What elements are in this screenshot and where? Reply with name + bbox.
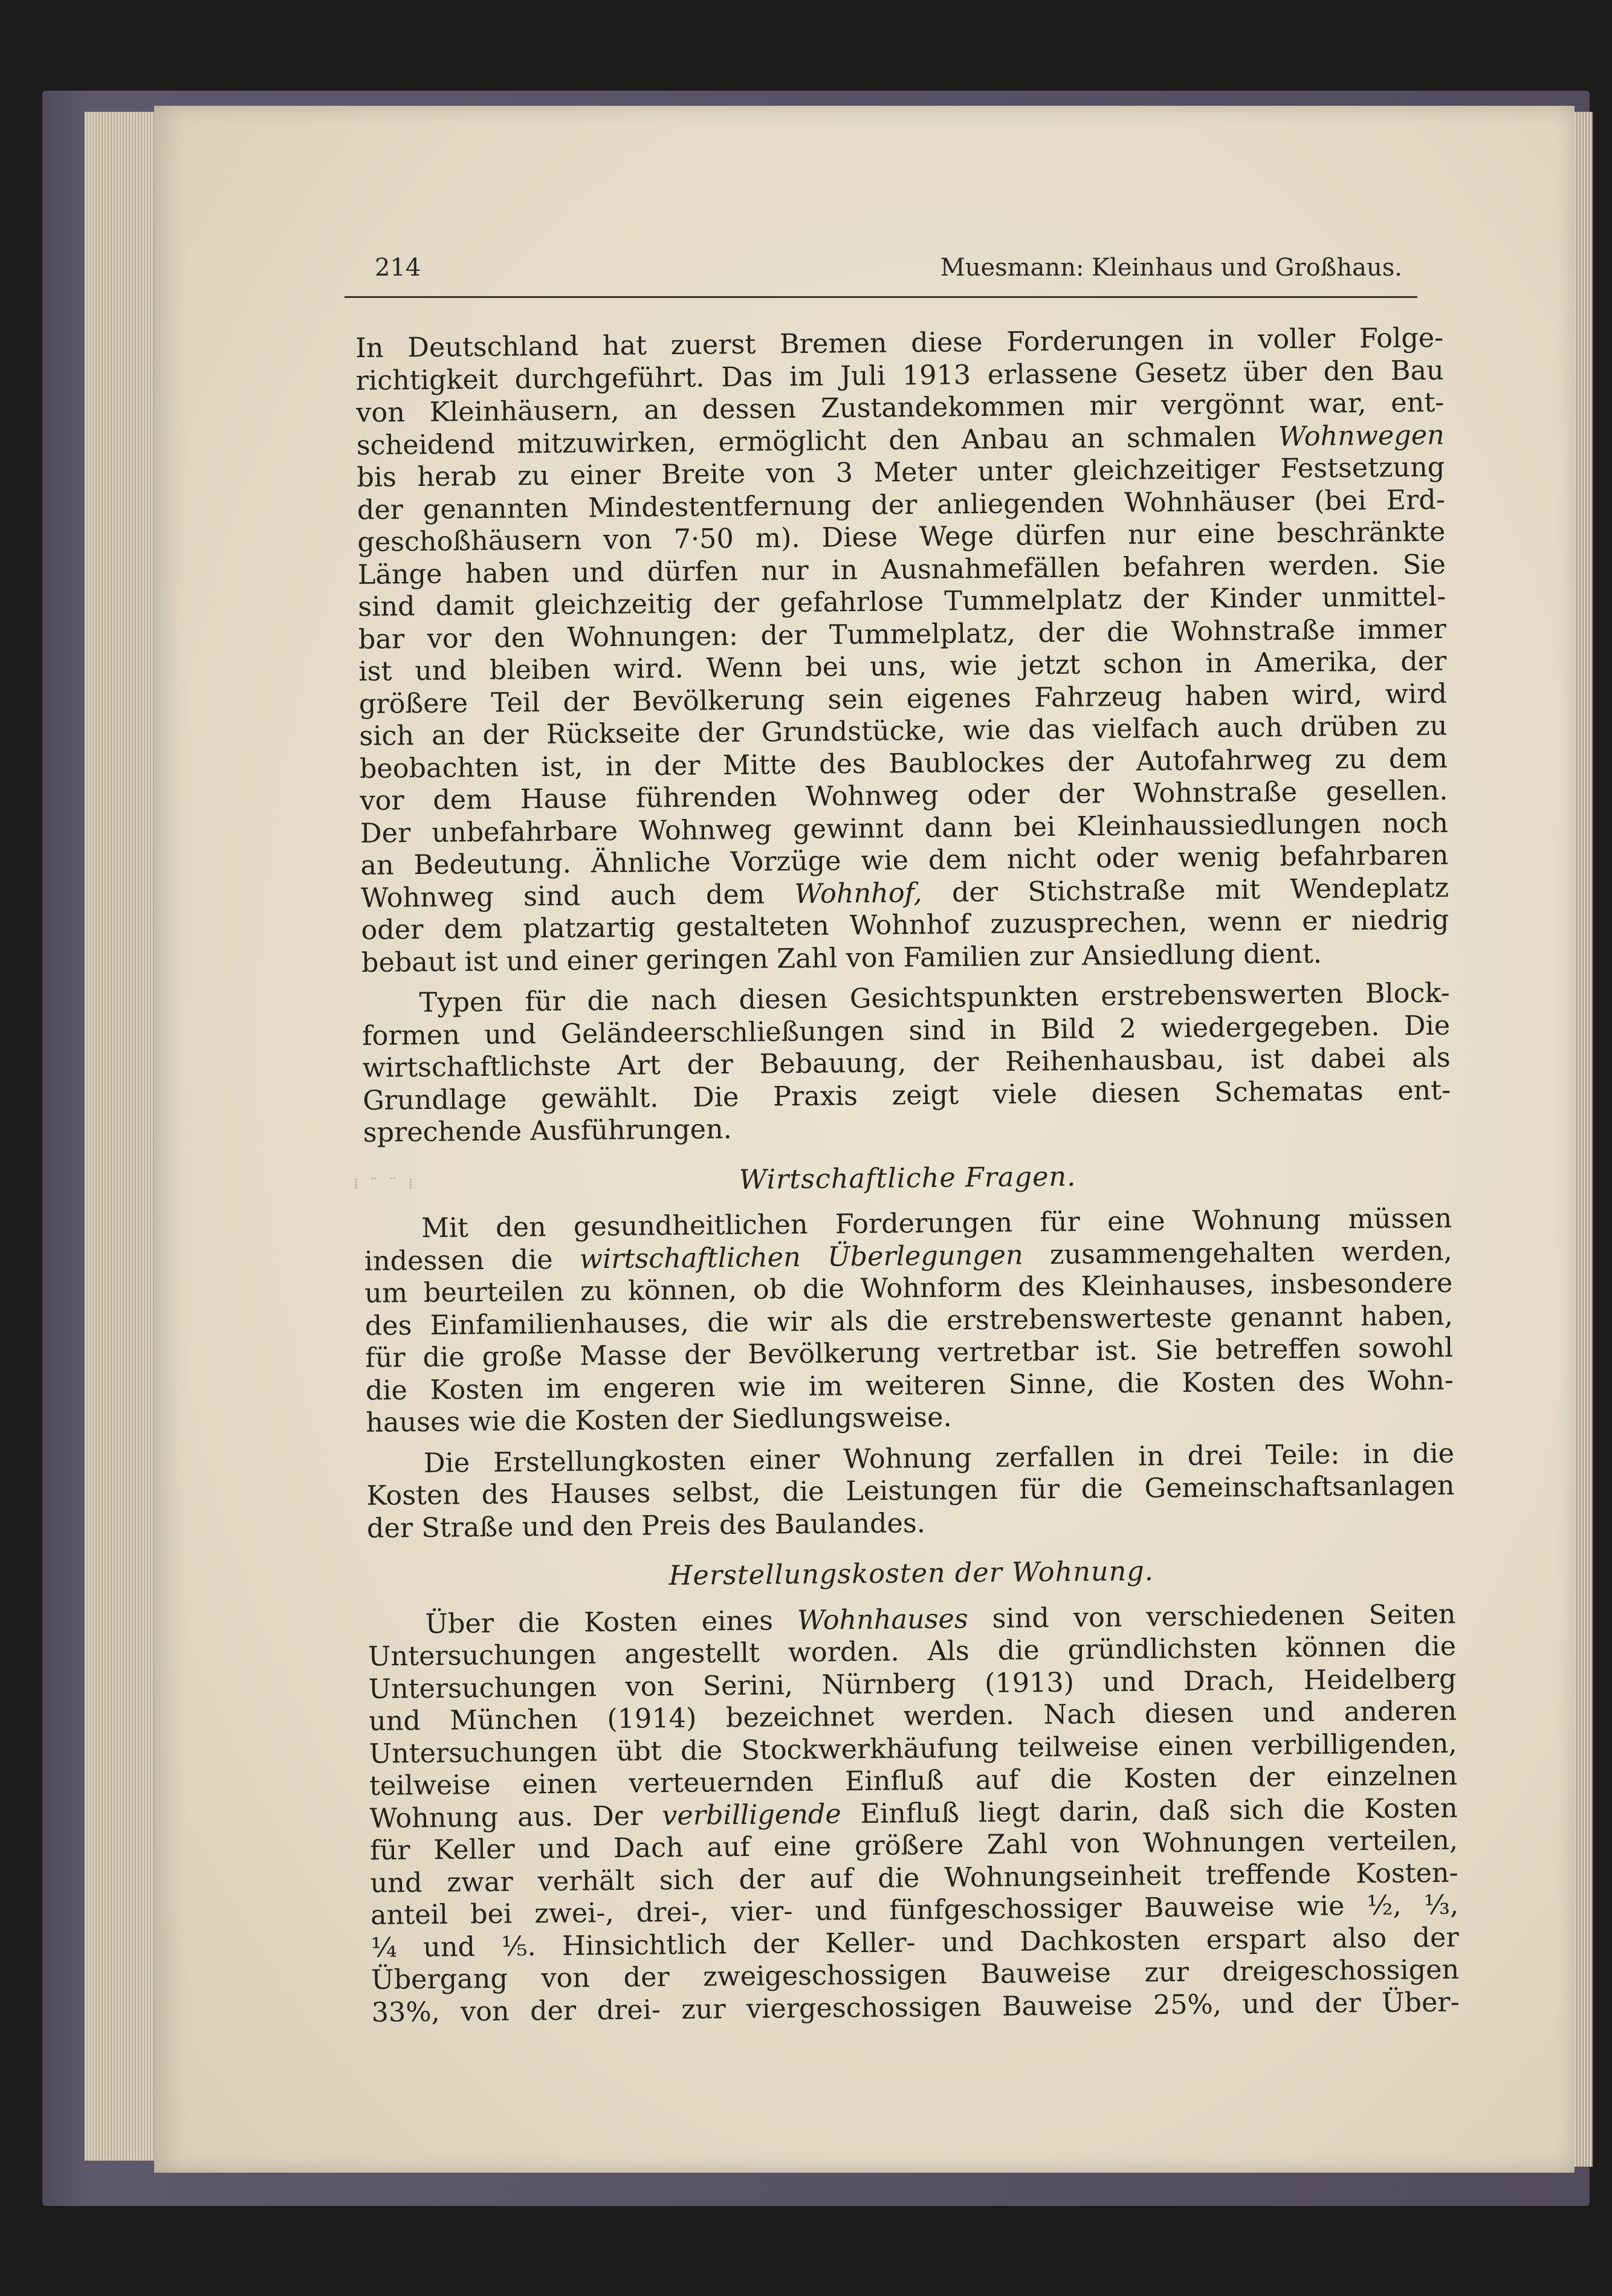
text-line: vor dem Hause führenden Wohnweg oder der Wohnstraße gesellen. (360, 775, 1448, 817)
text-line: bebaut ist und einer geringen Zahl von Familien zur Ansiedlung dient. (361, 938, 1322, 978)
text-line: Mit den gesundheitlichen Forderungen für eine Wohnung müssen (421, 1203, 1452, 1244)
text-line: Kosten des Hauses selbst, die Leistungen für die Gemeinschaftsanlagen (366, 1470, 1455, 1512)
text-line: ¼ und ⅕. Hinsichtlich der Keller- und Dachkosten erspart also der (371, 1922, 1459, 1964)
text-span: scheidend mitzuwirken, ermöglicht den Anbau an schmalen (356, 421, 1279, 461)
text-line: sind damit gleichzeitig der gefahrlose Tummelplatz der Kinder unmittel- (358, 581, 1446, 623)
text-span: Wohnung aus. Der (369, 1800, 662, 1834)
text-line: Grundlage gewählt. Die Praxis zeigt viele diesen Schematas ent- (362, 1075, 1451, 1116)
text-line: In Deutschland hat zuerst Bremen diese Forderungen in voller Folge- (355, 322, 1444, 364)
text-line: 33%, von der drei- zur viergeschossigen Bauweise 25%, und der Über- (371, 1987, 1460, 2028)
text-line: teilweise einen verteuernden Einfluß auf die Kosten der einzelnen (369, 1760, 1458, 1802)
page-header (375, 254, 1402, 290)
text-line: sprechende Ausführungen. (363, 1114, 733, 1148)
text-line: ist und bleiben wird. Wenn bei uns, wie jetzt schon in Amerika, der (358, 645, 1447, 687)
text-line: Übergang von der zweigeschossigen Bauweise zur dreigeschossigen (371, 1954, 1460, 1996)
text-span: sind von verschiedenen Seiten (968, 1599, 1456, 1634)
emphasis-wirtschaftlichen: wirtschaftlichen Überlegungen (579, 1239, 1023, 1275)
emphasis-wohnwegen: Wohnwegen (1278, 419, 1445, 452)
left-page-edges (85, 112, 163, 2161)
text-line: bar vor den Wohnungen: der Tummelplatz, der die Wohnstraße immer (358, 613, 1447, 655)
header-rule (345, 296, 1417, 298)
text-line: richtigkeit durchgeführt. Das im Juli 1913 erlassene Gesetz über den Bau (355, 355, 1444, 396)
section-heading-costs: Herstellungskosten der Wohnung. (668, 1556, 1154, 1592)
page-number: 214 (375, 254, 421, 282)
text-line: von Kleinhäusern, an dessen Zustandekommen mir vergönnt war, ent- (356, 387, 1445, 428)
text-line: Untersuchungen übt die Stockwerkhäufung teilweise einen verbilligenden, (369, 1728, 1457, 1770)
text-line: bis herab zu einer Breite von 3 Meter unter gleichzeitiger Festsetzung (357, 451, 1445, 493)
text-line: die Kosten im engeren wie im weiteren Sinne, die Kosten des Wohn- (365, 1365, 1454, 1406)
text-line: sich an der Rückseite der Grundstücke, wie das vielfach auch drüben zu (359, 710, 1448, 752)
text-line: größere Teil der Bevölkerung sein eigenes Fahrzeug haben wird, wird (358, 678, 1448, 720)
text-line: geschoßhäusern von 7·50 m). Diese Wege dürfen nur eine beschränkte (357, 516, 1446, 558)
text-span: zusammengehalten werden, (1023, 1235, 1452, 1270)
text-line: Der unbefahrbare Wohnweg gewinnt dann bei Kleinhaussiedlungen noch (360, 807, 1449, 849)
text-line: Länge haben und dürfen nur in Ausnahmefällen befahren werden. Sie (357, 549, 1446, 590)
text-line: wirtschaftlichste Art der Bebauung, der Reihenhausbau, ist dabei als (362, 1042, 1451, 1084)
text-line: für die große Masse der Bevölkerung vertretbar ist. Sie betreffen sowohl (365, 1332, 1454, 1374)
running-head: Muesmann: Kleinhaus und Großhaus. (940, 254, 1402, 282)
text-span: indessen die (364, 1244, 580, 1277)
text-line: der genannten Mindestentfernung der anliegenden Wohnhäuser (bei Erd- (357, 484, 1445, 526)
text-line: um beurteilen zu können, ob die Wohnform des Kleinhauses, insbesondere (364, 1267, 1453, 1309)
text-line: des Einfamilienhauses, die wir als die erstrebenswerteste genannt haben, (364, 1300, 1453, 1342)
text-line: hauses wie die Kosten der Siedlungsweise. (366, 1402, 952, 1438)
text-line: anteil bei zwei-, drei-, vier- und fünfgeschossiger Bauweise wie ½, ⅓, (370, 1889, 1459, 1931)
text-line: oder dem platzartig gestalteten Wohnhof zuzusprechen, wenn er niedrig (361, 904, 1449, 946)
text-line: Typen für die nach diesen Gesichtspunkten erstrebenswerten Block- (419, 977, 1450, 1019)
text-span: der Stichstraße mit Wendeplatz (922, 872, 1449, 908)
emphasis-wohnhauses: Wohnhauses (797, 1603, 968, 1636)
section-heading-economic: Wirtschaftliche Fragen. (739, 1161, 1076, 1195)
text-line: formen und Geländeerschließungen sind in Bild 2 wiedergegeben. Die (361, 1010, 1451, 1052)
faint-marks: ⁞ ¨ ¨ ⁞ (354, 1175, 417, 1192)
text-line: beobachten ist, in der Mitte des Baublockes der Autofahrweg zu dem (359, 743, 1448, 784)
emphasis-verbilligende: verbilligende (661, 1798, 841, 1831)
body-text (355, 322, 1460, 2029)
text-line: und zwar verhält sich der auf die Wohnungseinheit treffende Kosten- (370, 1857, 1458, 1899)
text-line: Die Erstellungkosten einer Wohnung zerfallen in drei Teile: in die (423, 1438, 1455, 1479)
emphasis-wohnhof: Wohnhof, (794, 877, 922, 910)
text-span: Über die Kosten eines (425, 1605, 798, 1640)
text-line: Untersuchungen von Serini, Nürnberg (1913) und Drach, Heidelberg (368, 1663, 1457, 1705)
text-span: Einfluß liegt darin, daß sich die Kosten (841, 1793, 1458, 1829)
text-line: für Keller und Dach auf eine größere Zahl von Wohnungen verteilen, (369, 1825, 1458, 1866)
text-line: der Straße und den Preis des Baulandes. (366, 1507, 926, 1544)
text-line: Untersuchungen angestellt worden. Als die gründlichsten können die (367, 1631, 1457, 1672)
text-line: und München (1914) bezeichnet werden. Nach diesen und anderen (368, 1695, 1457, 1737)
text-line: an Bedeutung. Ähnliche Vorzüge wie dem nicht oder wenig befahrbaren (360, 839, 1449, 881)
text-span: Wohnweg sind auch dem (360, 878, 795, 914)
